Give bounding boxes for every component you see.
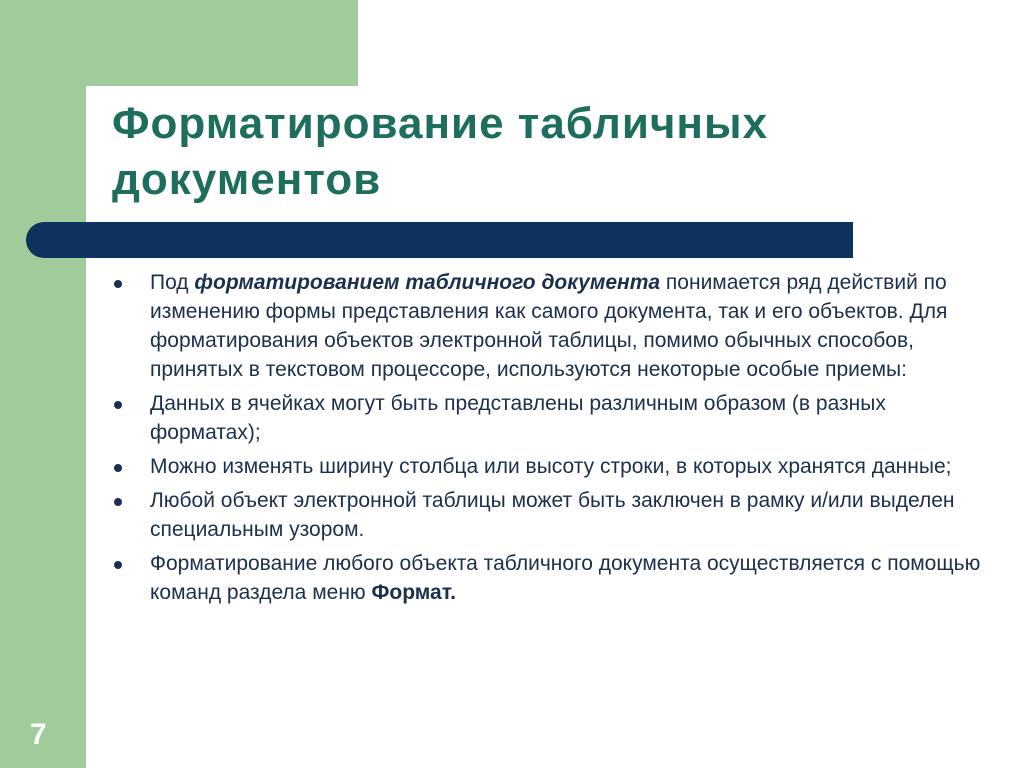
top-green-band (0, 0, 358, 86)
bullet-dot (114, 464, 122, 472)
bullet-2-text: Данных в ячейках могут быть представлены различным образом (в разных форматах); (150, 392, 886, 444)
bullet-dot (114, 561, 122, 569)
bullet-dot (114, 401, 122, 409)
bullet-4-text: Любой объект электронной таблицы может быть заключен в рамку и/или выделен специальным узором. (150, 489, 955, 541)
bullet-item-3 (112, 452, 992, 481)
bullet-dot (114, 498, 122, 506)
bullet-item-4 (112, 486, 992, 544)
bullet-1-after: понимается ряд действий по изменению формы представления как самого документа, так и его объектов. Для форматирования объектов электронной таблицы, помимо обычных способов, принятых в текстовом процессоре, используются некоторые особые приемы: (150, 271, 948, 381)
title-underline-bar (26, 222, 853, 258)
bullet-5-before: Форматирование любого объекта табличного документа осуществляется с помощью команд раздела меню (150, 552, 981, 604)
bullet-5-strong: Формат. (371, 581, 457, 604)
bullet-list (112, 268, 992, 612)
slide-number: 7 (30, 718, 47, 751)
slide-title: Форматирование табличных документов (112, 99, 769, 204)
bullet-item-5 (112, 549, 992, 607)
bullet-1-emphasis: форматированием табличного документа (194, 271, 661, 294)
bullet-dot (114, 280, 122, 288)
bullet-3-text: Можно изменять ширину столбца или высоту строки, в которых хранятся данные; (150, 455, 952, 478)
left-green-band (0, 0, 86, 768)
bullet-1-before: Под (150, 271, 195, 294)
bullet-item-2 (112, 389, 992, 447)
bullet-item-1 (112, 268, 992, 384)
